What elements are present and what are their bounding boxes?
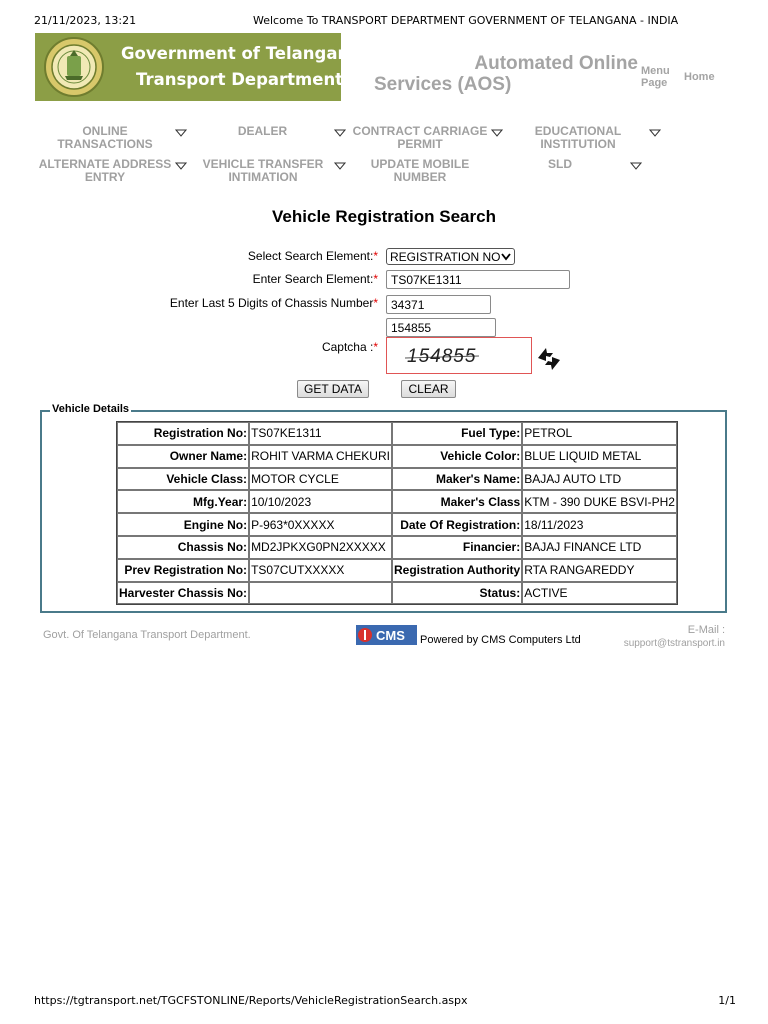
menu-dealer[interactable] — [205, 125, 320, 138]
detail-value: KTM - 390 DUKE BSVI-PH2 — [522, 490, 677, 513]
dropdown-caret-icon[interactable] — [334, 129, 346, 137]
menu-label-line1: VEHICLE TRANSFER — [202, 157, 324, 171]
required-mark: * — [373, 296, 378, 310]
menu-label-line1: SLD — [548, 157, 572, 171]
print-page-title: Welcome To TRANSPORT DEPARTMENT GOVERNMENT OF TELANGANA - INDIA — [253, 14, 679, 27]
detail-value: MD2JPKXG0PN2XXXXX — [249, 536, 392, 559]
detail-key: Owner Name: — [117, 445, 249, 468]
detail-key: Mfg.Year: — [117, 490, 249, 513]
detail-value: BAJAJ AUTO LTD — [522, 468, 677, 491]
menu-label-line1: CONTRACT CARRIAGE — [352, 124, 488, 138]
menu-label-line2: NUMBER — [393, 170, 447, 184]
menu-page-line2: Page — [641, 77, 668, 89]
captcha-text: 154855 — [407, 346, 477, 367]
menu-label-line2: INTIMATION — [228, 170, 298, 184]
table-row — [117, 468, 677, 491]
print-url: https://tgtransport.net/TGCFSTONLINE/Reports/VehicleRegistrationSearch.aspx — [34, 994, 468, 1007]
menu-update-mobile-number[interactable] — [362, 158, 478, 184]
detail-key: Maker's Class — [392, 490, 522, 513]
chassis-digits-input[interactable]: 34371 — [386, 295, 491, 314]
email-link[interactable]: support@tstransport.in — [623, 638, 725, 649]
detail-value: TS07KE1311 — [249, 422, 392, 445]
detail-key: Vehicle Class: — [117, 468, 249, 491]
cms-logo-icon — [356, 625, 417, 645]
captcha-input[interactable]: 154855 — [386, 318, 496, 337]
menu-sld[interactable] — [520, 158, 600, 171]
table-row — [117, 536, 677, 559]
detail-value: ACTIVE — [522, 582, 677, 605]
detail-key: Date Of Registration: — [392, 513, 522, 536]
captcha-label — [322, 340, 378, 354]
search-element-input[interactable]: TS07KE1311 — [386, 270, 570, 289]
menu-vehicle-transfer-intimation[interactable] — [200, 158, 326, 184]
label-text: Enter Search Element: — [252, 272, 374, 286]
detail-value: BAJAJ FINANCE LTD — [522, 536, 677, 559]
menu-label-line1: DEALER — [237, 124, 288, 138]
dropdown-caret-icon[interactable] — [175, 162, 187, 170]
chassis-digits-label — [170, 296, 378, 310]
detail-value: P-963*0XXXXX — [249, 513, 392, 536]
menu-label-line1: ONLINE — [82, 124, 128, 138]
detail-key: Registration Authority — [392, 559, 522, 582]
menu-label-line2: INSTITUTION — [540, 137, 616, 151]
detail-key: Status: — [392, 582, 522, 605]
detail-key: Registration No: — [117, 422, 249, 445]
banner-title-line1: Government of Telangana — [121, 44, 361, 63]
print-header — [34, 14, 734, 30]
menu-label-line1: EDUCATIONAL — [534, 124, 622, 138]
footer-department-text: Govt. Of Telangana Transport Department. — [43, 629, 251, 641]
select-search-element-label — [248, 249, 378, 263]
menu-online-transactions[interactable] — [40, 125, 170, 151]
required-mark: * — [373, 249, 378, 263]
detail-key: Financier: — [392, 536, 522, 559]
print-page-number: 1/1 — [718, 994, 736, 1007]
email-label: E-Mail : — [687, 624, 725, 636]
menu-educational-institution[interactable] — [520, 125, 636, 151]
table-row — [117, 490, 677, 513]
table-row — [117, 513, 677, 536]
dropdown-caret-icon[interactable] — [334, 162, 346, 170]
menu-label-line1: ALTERNATE ADDRESS — [38, 157, 172, 171]
menu-alternate-address-entry[interactable] — [38, 158, 172, 184]
label-text: Captcha : — [321, 340, 374, 354]
aos-title-line1: Automated Online — [474, 53, 638, 74]
required-mark: * — [373, 272, 378, 286]
table-row — [117, 445, 677, 468]
banner-title-line2: Transport Department — [136, 70, 344, 89]
detail-key: Harvester Chassis No: — [117, 582, 249, 605]
dropdown-caret-icon[interactable] — [491, 129, 503, 137]
detail-value: BLUE LIQUID METAL — [522, 445, 677, 468]
detail-value: ROHIT VARMA CHEKURI — [249, 445, 392, 468]
captcha-image — [386, 337, 532, 374]
label-text: Enter Last 5 Digits of Chassis Number — [169, 296, 374, 310]
detail-value: TS07CUTXXXXX — [249, 559, 392, 582]
department-logo-banner[interactable] — [35, 33, 361, 101]
cms-logo-text: CMS — [376, 628, 405, 643]
menu-label-line2: ENTRY — [84, 170, 126, 184]
menu-page-line1: Menu — [641, 65, 670, 77]
detail-key: Engine No: — [117, 513, 249, 536]
detail-value: MOTOR CYCLE — [249, 468, 392, 491]
label-text: Select Search Element: — [247, 249, 374, 263]
dropdown-caret-icon[interactable] — [630, 162, 642, 170]
detail-key: Fuel Type: — [392, 422, 522, 445]
menu-label-line2: PERMIT — [397, 137, 443, 151]
page-title: Vehicle Registration Search — [272, 207, 496, 226]
powered-by-text: Powered by CMS Computers Ltd — [420, 634, 581, 646]
dropdown-caret-icon[interactable] — [175, 129, 187, 137]
aos-title-line2: Services (AOS) — [374, 74, 512, 95]
print-footer — [34, 994, 736, 1010]
get-data-button[interactable]: GET DATA — [297, 380, 369, 398]
required-mark: * — [373, 340, 378, 354]
home-link[interactable]: Home — [684, 71, 715, 83]
chevron-down-icon — [501, 252, 511, 261]
cms-logo[interactable] — [356, 625, 417, 645]
menu-label-line1: UPDATE MOBILE — [370, 157, 470, 171]
detail-key: Chassis No: — [117, 536, 249, 559]
detail-key: Maker's Name: — [392, 468, 522, 491]
select-value: REGISTRATION NO — [390, 250, 501, 264]
menu-page-link[interactable] — [641, 65, 670, 89]
telangana-emblem-icon — [43, 36, 105, 98]
search-element-select[interactable] — [386, 248, 515, 265]
refresh-captcha-icon[interactable] — [534, 344, 564, 374]
table-row — [117, 559, 677, 582]
dropdown-caret-icon[interactable] — [649, 129, 661, 137]
vehicle-details-table — [116, 421, 678, 605]
table-row — [117, 582, 677, 605]
print-timestamp: 21/11/2023, 13:21 — [34, 14, 137, 27]
detail-key: Prev Registration No: — [117, 559, 249, 582]
detail-value: RTA RANGAREDDY — [522, 559, 677, 582]
detail-value: 18/11/2023 — [522, 513, 677, 536]
table-row — [117, 422, 677, 445]
vehicle-details-legend: Vehicle Details — [52, 403, 130, 415]
aos-title — [374, 53, 638, 95]
menu-contract-carriage-permit[interactable] — [352, 125, 488, 151]
enter-search-element-label — [253, 272, 378, 286]
detail-value: 10/10/2023 — [249, 490, 392, 513]
menu-label-line2: TRANSACTIONS — [57, 137, 153, 151]
detail-value — [249, 582, 392, 605]
clear-button[interactable]: CLEAR — [401, 380, 456, 398]
email-block — [600, 624, 725, 650]
detail-value: PETROL — [522, 422, 677, 445]
detail-key: Vehicle Color: — [392, 445, 522, 468]
